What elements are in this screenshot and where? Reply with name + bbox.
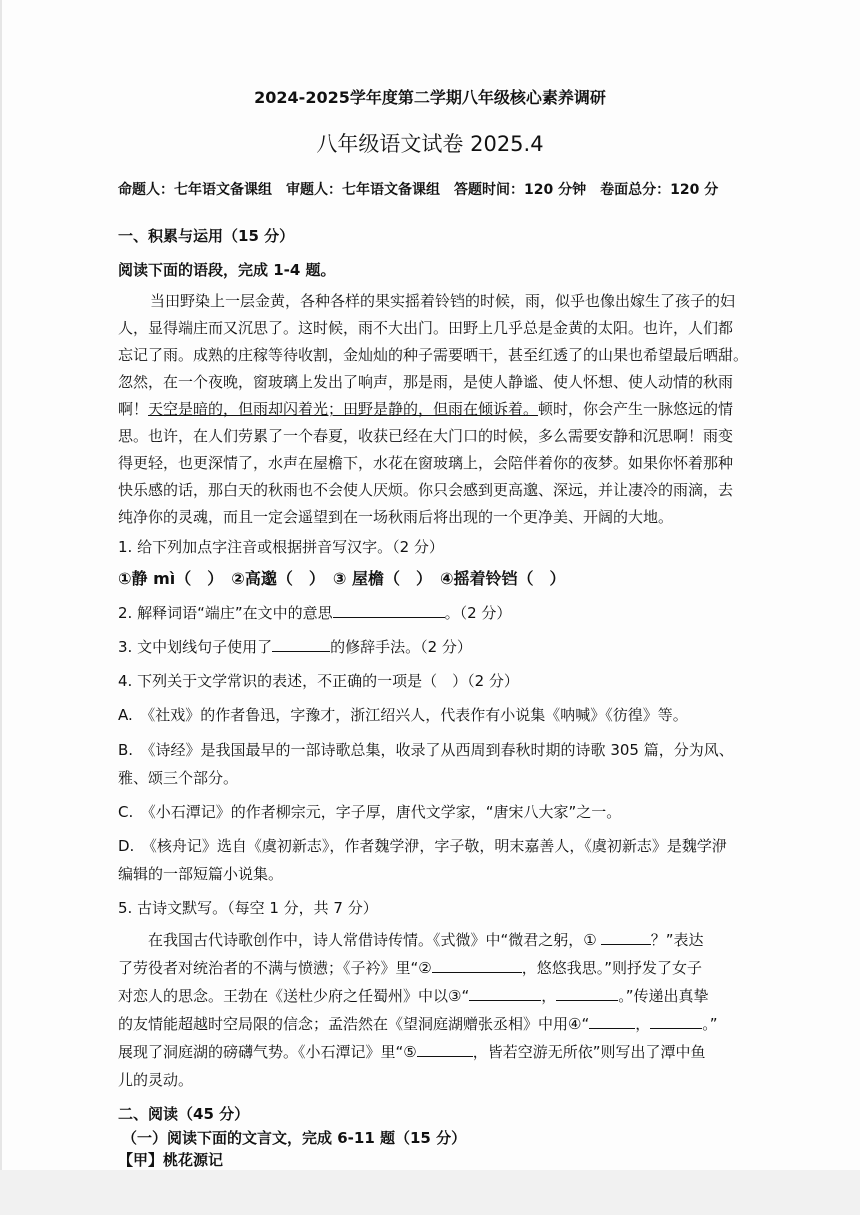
passage-jia-title: 【甲】桃花源记 [118, 1151, 224, 1169]
question-3 [118, 637, 472, 657]
passage-line: 纯净你的灵魂，而且一定会遥望到在一场秋雨后将出现的一个更净美、开阔的大地。 [118, 508, 674, 526]
passage-line: 人，显得端庄而又沉思了。这时候，雨不大出门。田野上几乎总是金黄的太阳。也许，人们都 [118, 319, 734, 337]
passage-text: 啊！ [118, 400, 149, 418]
q5-line [118, 1042, 706, 1062]
passage-line: 得更轻，也更深情了，水声在屋檐下，水花在窗玻璃上，会陪伴着你的夜梦。如果你怀着那种 [118, 454, 734, 472]
q5-line [118, 986, 709, 1006]
answer-blank[interactable] [589, 1014, 635, 1029]
page-bottom-margin [0, 1170, 860, 1215]
answer-blank[interactable] [417, 1042, 473, 1057]
q5-text: 了劳役者对统治者的不满与愤懑；《子衿》里“② [118, 959, 432, 977]
answer-blank[interactable] [333, 603, 445, 618]
passage-line: 忘记了雨。成熟的庄稼等待收割，金灿灿的种子需要晒干，甚至红透了的山果也希望最后晒甜。 [118, 346, 749, 364]
question-5: 5. 古诗文默写。（每空 1 分，共 7 分） [118, 899, 378, 917]
answer-blank[interactable] [432, 958, 522, 973]
section2-heading: 二、阅读（45 分） [118, 1105, 250, 1123]
passage-line: 忽然，在一个夜晚，窗玻璃上发出了响声，那是雨，是使人静谧、使人怀想、使人动情的秋雨 [118, 373, 734, 391]
q5-text: ，皆若空游无所依”则写出了潭中鱼 [472, 1043, 706, 1061]
option-b: B. 《诗经》是我国最早的一部诗歌总集，收录了从西周到春秋时期的诗歌 305 篇，分为风、 [118, 741, 734, 759]
option-b-cont: 雅、颂三个部分。 [118, 769, 239, 787]
q5-line: 儿的灵动。 [118, 1071, 194, 1089]
answer-blank[interactable] [272, 637, 330, 652]
section2-sub: （一）阅读下面的文言文，完成 6-11 题（15 分） [122, 1129, 467, 1147]
section1-instruction: 阅读下面的语段，完成 1-4 题。 [118, 261, 336, 279]
answer-blank[interactable] [601, 930, 651, 945]
answer-blank[interactable] [556, 986, 618, 1001]
section1-heading: 一、积累与运用（15 分） [118, 227, 295, 245]
q5-text: 的友情能超越时空局限的信念；孟浩然在《望洞庭湖赠张丞相》中用④“ [118, 1015, 590, 1033]
question-3-text: 3. 文中划线句子使用了 [118, 638, 273, 656]
question-4: 4. 下列关于文学常识的表述，不正确的一项是（ ）（2 分） [118, 672, 519, 690]
q5-line [118, 958, 702, 978]
q5-text: 展现了洞庭湖的磅礴气势。《小石潭记》里“⑤ [118, 1043, 417, 1061]
question-3-score: 的修辞手法。（2 分） [330, 638, 472, 656]
option-d-cont: 编辑的一部短篇小说集。 [118, 865, 284, 883]
option-a: A. 《社戏》的作者鲁迅，字豫才，浙江绍兴人，代表作有小说集《呐喊》《彷徨》等。 [118, 706, 688, 724]
q5-text: ？”表达 [650, 931, 704, 949]
question-1-items: ①静 mì（ ） ②高邈（ ） ③ 屋檐（ ） ④摇着铃铛（ ） [118, 569, 566, 588]
answer-blank[interactable] [650, 1014, 702, 1029]
q5-text: 。” [702, 1015, 718, 1033]
passage-line-underlined [118, 399, 733, 419]
exam-meta: 命题人：七年语文备课组 审题人：七年语文备课组 答题时间：120 分钟 卷面总分：120 分 [118, 182, 719, 198]
question-2-text: 2. 解释词语“端庄”在文中的意思 [118, 604, 333, 622]
passage-line: 快乐感的话，那白天的秋雨也不会使人厌烦。你只会感到更高邈、深远，并让凄冷的雨滴，去 [118, 481, 734, 499]
q5-text: ， [541, 987, 557, 1005]
question-2-score: 。（2 分） [444, 604, 512, 622]
q5-line [148, 930, 704, 950]
passage-text: 顿时，你会产生一脉悠远的情 [538, 400, 734, 418]
option-d: D. 《核舟记》选自《虞初新志》，作者魏学洢，字子敬，明末嘉善人，《虞初新志》是魏学洢 [118, 837, 727, 855]
option-c: C. 《小石潭记》的作者柳宗元，字子厚，唐代文学家，“唐宋八大家”之一。 [118, 803, 622, 821]
q5-text: 对恋人的思念。王勃在《送杜少府之任蜀州》中以③“ [118, 987, 470, 1005]
q5-text: ，悠悠我思。”则抒发了女子 [521, 959, 703, 977]
answer-blank[interactable] [469, 986, 541, 1001]
passage-line: 当田野染上一层金黄，各种各样的果实摇着铃铛的时候，雨，似乎也像出嫁生了孩子的妇 [150, 292, 736, 310]
q5-text: 。”传递出真挚 [618, 987, 709, 1005]
q5-text: ， [635, 1015, 651, 1033]
paper-title: 八年级语文试卷 2025.4 [316, 132, 544, 156]
passage-line: 思。也许，在人们劳累了一个春夏，收获已经在大门口的时候，多么需要安静和沉思啊！雨变 [118, 427, 734, 445]
underlined-sentence: 天空是暗的，但雨却闪着光；田野是静的，但雨在倾诉着。 [148, 400, 539, 418]
question-2 [118, 603, 511, 623]
q5-text: 在我国古代诗歌创作中，诗人常借诗传情。《式微》中“微君之躬，① [148, 931, 597, 949]
question-1: 1. 给下列加点字注音或根据拼音写汉字。（2 分） [118, 538, 444, 556]
exam-title: 2024-2025学年度第二学期八年级核心素养调研 [254, 88, 606, 107]
q5-line [118, 1014, 718, 1034]
